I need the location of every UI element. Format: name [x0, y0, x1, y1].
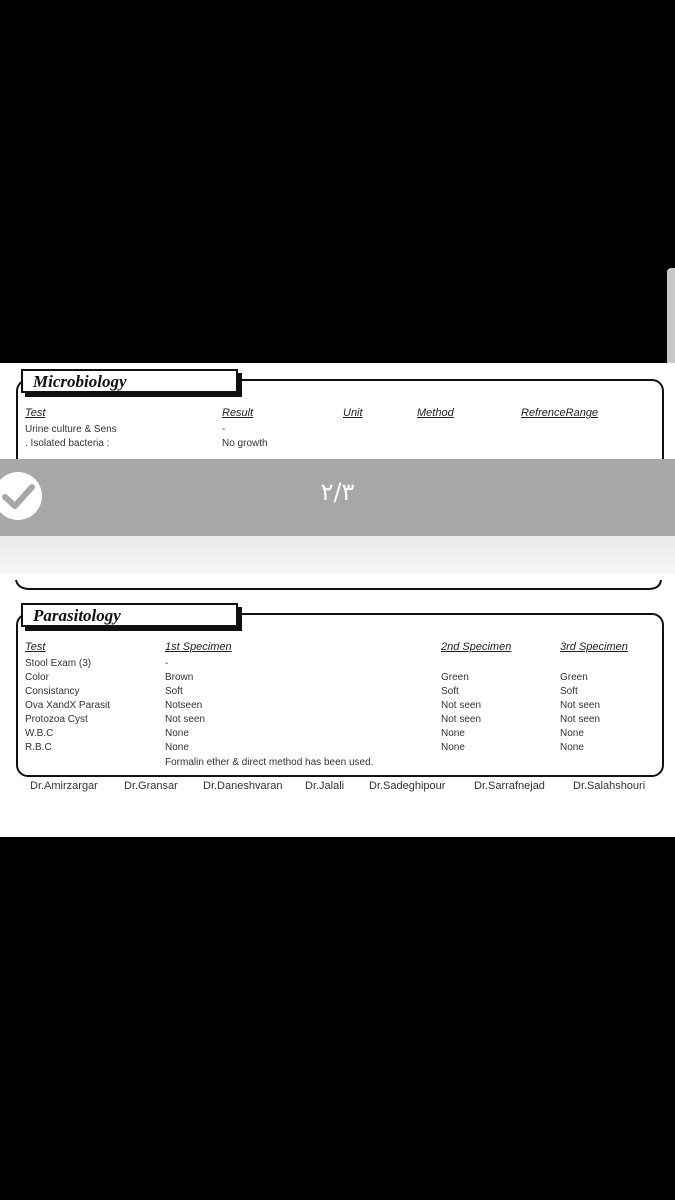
para-row-test: Stool Exam (3): [25, 658, 92, 669]
para-header-specimen-3: 3rd Specimen: [560, 641, 628, 653]
para-row-test: Consistancy: [25, 686, 80, 697]
page-gap: [0, 536, 675, 574]
para-row-s1: Brown: [165, 672, 194, 683]
doctor-name: Dr.Daneshvaran: [203, 780, 283, 792]
micro-header-method: Method: [417, 407, 454, 419]
micro-row-result: -: [222, 424, 226, 435]
doctor-name: Dr.Sadeghipour: [369, 780, 446, 792]
para-row-test: Color: [25, 672, 49, 683]
microbiology-title: Microbiology: [21, 369, 238, 393]
para-row-s3: None: [560, 728, 584, 739]
doctor-name: Dr.Amirzargar: [30, 780, 98, 792]
para-row-s3: Green: [560, 672, 588, 683]
select-page-button[interactable]: [0, 472, 42, 520]
micro-header-range: RefrenceRange: [521, 407, 599, 419]
checkmark-icon: [0, 472, 42, 520]
micro-header-unit: Unit: [343, 407, 363, 419]
para-row-s2: None: [441, 742, 465, 753]
doctor-name: Dr.Sarrafnejad: [474, 780, 545, 792]
para-row-s1: None: [165, 728, 189, 739]
para-row-s1: -: [165, 658, 169, 669]
para-row-s2: None: [441, 728, 465, 739]
para-row-s1: Soft: [165, 686, 183, 697]
micro-header-result: Result: [222, 407, 254, 419]
para-row-s3: None: [560, 742, 584, 753]
micro-row-test: Urine culture & Sens: [25, 424, 117, 435]
para-row-s1: Not seen: [165, 714, 206, 725]
para-row-s3: Soft: [560, 686, 578, 697]
para-row-s3: Not seen: [560, 700, 601, 711]
parasitology-title: Parasitology: [21, 603, 238, 627]
para-row-s2: Soft: [441, 686, 459, 697]
page-indicator: ۲/۳: [320, 478, 355, 506]
para-row-s1: Notseen: [165, 700, 203, 711]
method-note: Formalin ether & direct method has been used.: [165, 757, 374, 768]
para-header-test: Test: [25, 641, 46, 653]
para-header-specimen-2: 2nd Specimen: [441, 641, 512, 653]
para-row-s1: None: [165, 742, 189, 753]
para-header-specimen-1: 1st Specimen: [165, 641, 232, 653]
para-row-s2: Not seen: [441, 700, 482, 711]
para-row-s3: Not seen: [560, 714, 601, 725]
doctor-name: Dr.Gransar: [124, 780, 178, 792]
para-row-s2: Green: [441, 672, 469, 683]
micro-row-test: . Isolated bacteria :: [25, 438, 110, 449]
doctor-name: Dr.Salahshouri: [573, 780, 646, 792]
para-row-test: Protozoa Cyst: [25, 714, 88, 725]
micro-header-test: Test: [25, 407, 46, 419]
previous-box-bottom-edge: [0, 574, 675, 594]
para-row-test: R.B.C: [25, 742, 52, 753]
micro-row-result: No growth: [222, 438, 268, 449]
para-row-test: Ova XandX Parasit: [25, 700, 111, 711]
doctor-name: Dr.Jalali: [305, 780, 345, 792]
para-row-test: W.B.C: [25, 728, 54, 739]
para-row-s2: Not seen: [441, 714, 482, 725]
